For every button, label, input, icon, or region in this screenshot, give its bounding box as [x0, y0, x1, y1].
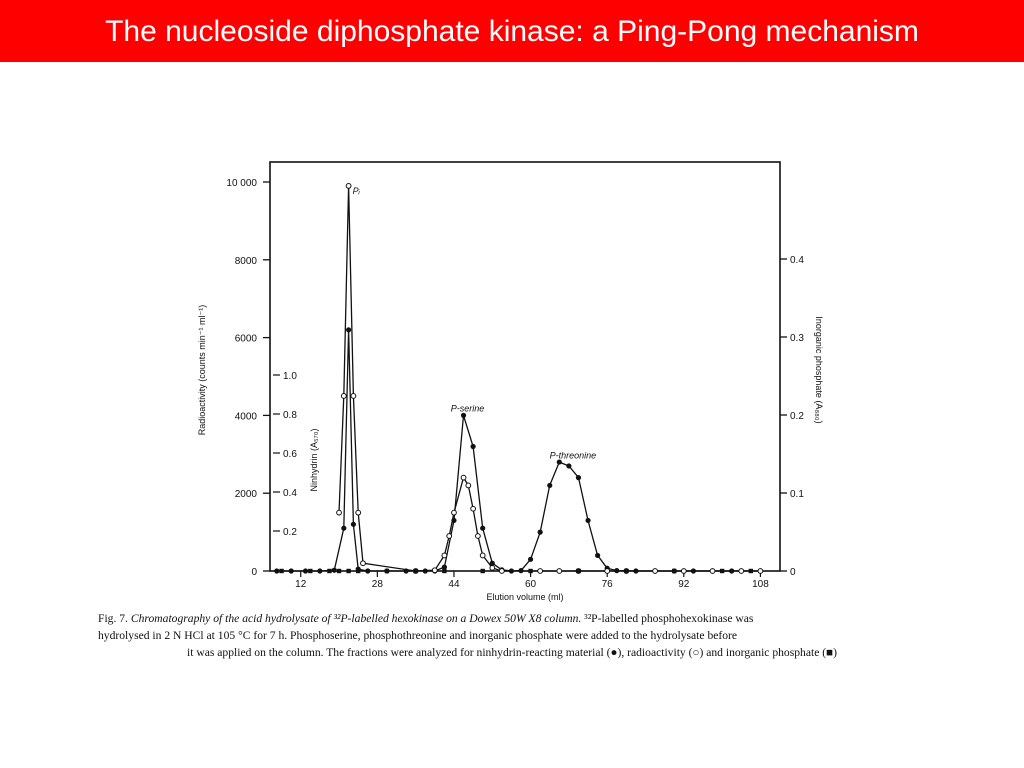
plot-frame: [270, 162, 780, 571]
data-point-open-circle: [466, 483, 471, 488]
x-tick-label: 60: [525, 579, 537, 590]
x-axis-label: Elution volume (ml): [486, 592, 564, 602]
data-point-open-circle: [442, 553, 447, 558]
left-tick-label: 8000: [234, 255, 257, 267]
data-point-open-circle: [538, 569, 543, 574]
data-point-filled-square: [279, 569, 283, 573]
left-tick-label: 2000: [234, 489, 257, 501]
data-point-filled-square: [346, 569, 350, 573]
right-axis: [780, 255, 824, 578]
middle-axis: [273, 371, 319, 538]
data-point-open-circle: [480, 553, 485, 558]
data-point-filled-square: [413, 569, 417, 573]
data-point-filled-square: [327, 569, 331, 573]
peak-annotation: P-threonine: [549, 450, 597, 461]
x-tick-label: 28: [371, 579, 383, 590]
data-point-filled-circle: [566, 463, 571, 468]
peak-annotation: P-serine: [450, 403, 485, 414]
data-point-open-circle: [461, 475, 466, 480]
left-tick-label: 10 000: [226, 178, 257, 189]
data-point-filled-circle: [528, 557, 533, 562]
right-tick-label: 0.4: [790, 255, 804, 266]
caption-line-1: [98, 610, 926, 627]
data-point-filled-square: [576, 569, 580, 573]
middle-tick-label: 0.8: [283, 410, 297, 421]
data-point-open-circle: [681, 569, 686, 574]
middle-tick-label: 0.2: [283, 527, 297, 538]
peak-annotation: Pᵢ: [352, 185, 360, 196]
series-2: [337, 183, 763, 573]
data-point-filled-square: [672, 569, 676, 573]
x-tick-label: 44: [448, 579, 460, 590]
data-point-filled-circle: [480, 526, 485, 531]
data-point-filled-circle: [471, 444, 476, 449]
left-tick-label: 0: [251, 567, 257, 578]
data-point-filled-circle: [341, 526, 346, 531]
data-point-filled-circle: [585, 518, 590, 523]
right-tick-label: 0.1: [790, 489, 804, 500]
data-point-filled-circle: [303, 568, 308, 573]
caption-italic: Chromatography of the acid hydrolysate of ³²P-labelled hexokinase on a Dowex 50W X8 column.: [130, 612, 582, 625]
data-point-open-circle: [739, 569, 744, 574]
data-point-open-circle: [557, 569, 562, 574]
caption-line-2: hydrolysed in 2 N HCl at 105 °C for 7 h. Phosphoserine, phosphothreonine and inorganic phosphate were added to the hydrolysate before: [98, 629, 738, 642]
x-tick-label: 12: [295, 579, 307, 590]
data-point-filled-square: [337, 569, 341, 573]
data-point-filled-circle: [538, 530, 543, 535]
data-point-open-circle: [476, 534, 481, 539]
data-point-filled-square: [624, 569, 628, 573]
middle-tick-label: 1.0: [283, 371, 297, 382]
data-point-open-circle: [432, 568, 437, 573]
right-axis-label: Inorganic phosphate (A₈₈₀): [814, 316, 824, 424]
data-point-filled-circle: [351, 522, 356, 527]
data-point-open-circle: [337, 510, 342, 515]
data-point-open-circle: [471, 506, 476, 511]
data-point-open-circle: [341, 394, 346, 399]
right-tick-label: 0.3: [790, 333, 804, 344]
data-point-open-circle: [346, 183, 351, 188]
slide-title: The nucleoside diphosphate kinase: a Ping-Pong mechanism: [105, 15, 919, 48]
data-point-open-circle: [605, 569, 610, 574]
data-point-open-circle: [653, 569, 658, 574]
data-point-filled-square: [720, 569, 724, 573]
series-line: [339, 186, 760, 571]
data-point-filled-circle: [547, 483, 552, 488]
middle-axis-label: Ninhydrin (A₅₇₀): [309, 428, 319, 492]
data-point-open-circle: [447, 534, 452, 539]
x-tick-label: 92: [678, 579, 690, 590]
data-point-open-circle: [351, 394, 356, 399]
data-point-open-circle: [499, 569, 504, 574]
data-point-open-circle: [710, 569, 715, 574]
data-point-filled-circle: [576, 475, 581, 480]
annotation-layer: [353, 186, 597, 461]
caption-line-3: it was applied on the column. The fractions were analyzed for ninhydrin-reacting material (●), radioactivity (○) and inorganic phosphate (■): [187, 646, 837, 659]
left-axis-label: Radioactivity (counts min⁻¹ ml⁻¹): [197, 304, 207, 436]
middle-tick-label: 0.6: [283, 449, 297, 460]
data-point-filled-square: [480, 569, 484, 573]
series-1: [274, 327, 763, 573]
figure-caption: [98, 610, 926, 661]
x-axis: [295, 571, 769, 602]
data-point-filled-circle: [289, 568, 294, 573]
data-point-filled-square: [528, 569, 532, 573]
middle-tick-label: 0.4: [283, 488, 297, 499]
left-tick-label: 4000: [234, 411, 257, 423]
x-tick-label: 76: [601, 579, 613, 590]
data-point-open-circle: [758, 569, 763, 574]
data-point-filled-circle: [274, 568, 279, 573]
data-point-open-circle: [356, 510, 361, 515]
plot-border: [270, 162, 780, 571]
data-point-filled-circle: [317, 568, 322, 573]
right-tick-label: 0: [790, 567, 796, 578]
series-layer: [274, 183, 763, 573]
data-point-open-circle: [361, 561, 366, 566]
data-point-filled-circle: [332, 568, 337, 573]
data-point-filled-square: [356, 569, 360, 573]
data-point-filled-circle: [365, 568, 370, 573]
caption-line-1-rest: ³²P-labelled phosphohexokinase was: [584, 612, 754, 625]
data-point-filled-circle: [346, 327, 351, 332]
data-point-open-circle: [490, 565, 495, 570]
data-point-filled-square: [385, 569, 389, 573]
series-line: [277, 330, 761, 571]
left-axis: [197, 178, 270, 578]
data-point-filled-square: [442, 569, 446, 573]
data-point-open-circle: [452, 510, 457, 515]
right-tick-label: 0.2: [790, 411, 804, 422]
left-tick-label: 6000: [234, 333, 257, 345]
data-point-filled-square: [308, 569, 312, 573]
caption-fig-label: Fig. 7.: [98, 612, 128, 625]
data-point-filled-circle: [595, 553, 600, 558]
data-point-filled-square: [749, 569, 753, 573]
x-tick-label: 108: [752, 579, 769, 590]
